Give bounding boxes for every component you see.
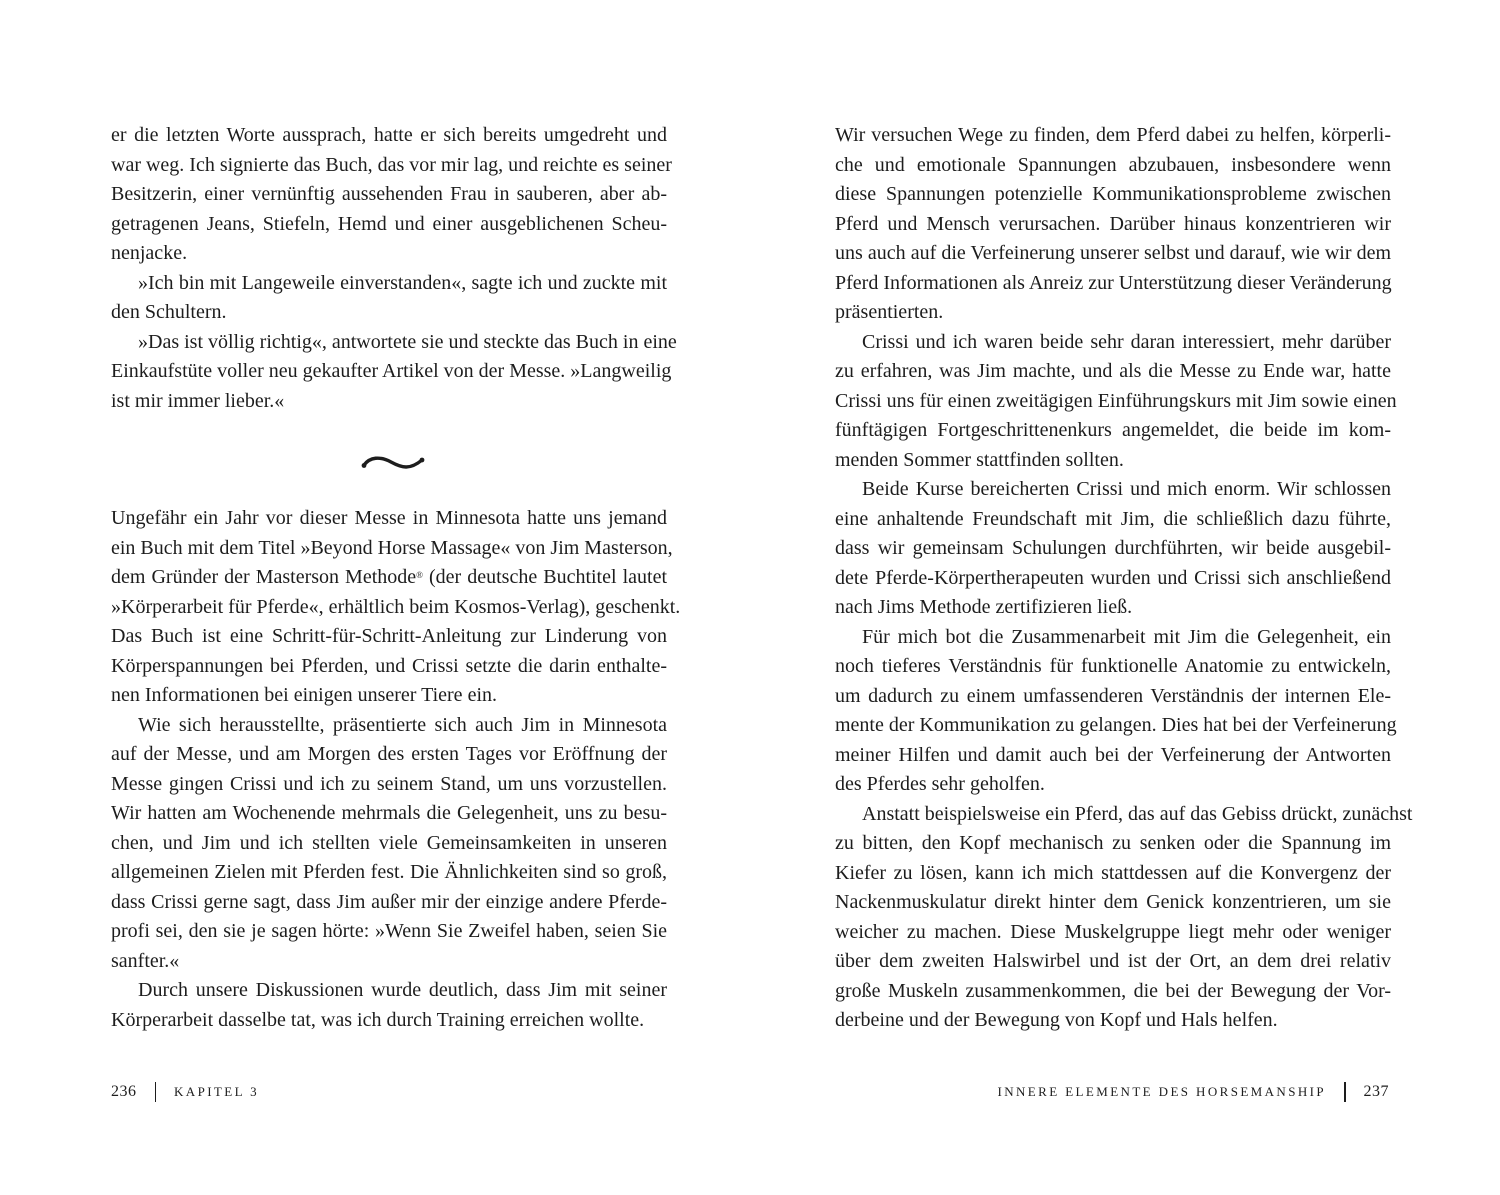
text-line: Durch unsere Diskussionen wurde deutlich, dass Jim mit seiner (138, 979, 667, 1001)
page-number: 237 (1363, 1083, 1389, 1100)
text-line: Anstatt beispielsweise ein Pferd, das auf das Gebiss drückt, zunächst (862, 802, 1413, 825)
text-line: Einkaufstüte voller neu gekaufter Artikel von der Messe. »Langweilig (111, 360, 672, 382)
text-line: »Ich bin mit Langeweile einverstanden«, sagte ich und zuckte mit (138, 271, 667, 294)
left-footer (111, 1080, 259, 1104)
paragraph (835, 121, 1391, 328)
text-line: dem Gründer der Masterson Methode® (der deutsche Buchtitel lautet (111, 566, 667, 588)
text-line: ein Buch mit dem Titel »Beyond Horse Massage« von Jim Masterson, (111, 536, 673, 559)
text-line: diese Spannungen potenzielle Kommunikationsprobleme zwischen (835, 183, 1391, 205)
text-line: menden Sommer stattfinden sollten. (835, 448, 1124, 471)
text-line: Nackenmuskulatur direkt hinter dem Genick konzentrieren, um sie (835, 891, 1391, 913)
text-line: war weg. Ich signierte das Buch, das vor mir lag, und reichte es seiner (111, 153, 672, 176)
text-line: dete Pferde-Körpertherapeuten wurden und Crissi sich anschließend (835, 566, 1391, 589)
paragraph (835, 623, 1397, 800)
text-line: Körperarbeit dasselbe tat, was ich durch Training erreichen wollte. (111, 1008, 645, 1031)
paragraph (111, 328, 677, 417)
text-line: Crissi und ich waren beide sehr daran interessiert, mehr darüber (862, 330, 1391, 353)
text-line: »Das ist völlig richtig«, antwortete sie und steckte das Buch in eine (138, 330, 677, 353)
paragraph (111, 976, 667, 1035)
footer-divider (1344, 1082, 1346, 1102)
right-page (750, 0, 1500, 1195)
text-line: Pferd und Mensch verursachen. Darüber hinaus konzentrieren wir (835, 212, 1391, 235)
text-line: nach Jims Methode zertifizieren ließ. (835, 596, 1133, 618)
text-line: er die letzten Worte aussprach, hatte er sich bereits umgedreht und (111, 124, 667, 146)
text-line: auf der Messe, und am Morgen des ersten Tages vor Eröffnung der (111, 743, 667, 765)
text-line: uns auch auf die Verfeinerung unserer selbst und darauf, wie wir dem (835, 242, 1391, 264)
text-line: chen, und Jim und ich stellten viele Gemeinsamkeiten in unseren (111, 831, 667, 854)
text-line: über dem zweiten Halswirbel und ist der Ort, an dem drei relativ (835, 950, 1391, 972)
text-line: präsentierten. (835, 301, 944, 323)
text-line: Messe gingen Crissi und ich zu seinem Stand, um uns vorzustellen. (111, 772, 667, 795)
text-line: Beide Kurse bereicherten Crissi und mich enorm. Wir schlossen (862, 478, 1391, 500)
text-line: zu bitten, den Kopf mechanisch zu senken oder die Spannung im (835, 832, 1391, 854)
text-line: profi sei, den sie je sagen hörte: »Wenn Sie Zweifel haben, seien Sie (111, 920, 667, 942)
text-line: Für mich bot die Zusammenarbeit mit Jim die Gelegenheit, ein (862, 625, 1391, 648)
text-line: getragenen Jeans, Stiefeln, Hemd und einer ausgeblichenen Scheu- (111, 212, 667, 235)
text-line: dass Crissi gerne sagt, dass Jim außer mir der einzige andere Pferde- (111, 890, 667, 913)
text-line: Wie sich herausstellte, präsentierte sich auch Jim in Minnesota (138, 713, 667, 736)
text-line: Kiefer zu lösen, kann ich mich stattdessen auf die Konvergenz der (835, 861, 1391, 884)
text-line: große Muskeln zusammenkommen, die bei der Bewegung der Vor- (835, 979, 1391, 1002)
text-line: Körperspannungen bei Pferden, und Crissi setzte die darin enthalte- (111, 654, 667, 677)
text-line: Das Buch ist eine Schritt-für-Schritt-Anleitung zur Linderung von (111, 625, 667, 647)
text-line: um dadurch zu einem umfassenderen Verständnis der internen Ele- (835, 684, 1391, 707)
text-line: allgemeinen Zielen mit Pferden fest. Die Ähnlichkeiten sind so groß, (111, 861, 667, 883)
text-line: Wir versuchen Wege zu finden, dem Pferd dabei zu helfen, körperli- (835, 124, 1391, 146)
text-line: zu erfahren, was Jim machte, und als die Messe zu Ende war, hatte (835, 360, 1391, 382)
text-line: nenjacke. (111, 242, 188, 264)
text-line: derbeine und der Bewegung von Kopf und Hals helfen. (835, 1009, 1278, 1031)
text-line: ist mir immer lieber.« (111, 389, 285, 412)
text-line: den Schultern. (111, 301, 227, 323)
text-line: Pferd Informationen als Anreiz zur Unterstützung dieser Veränderung (835, 271, 1392, 294)
text-line: »Körperarbeit für Pferde«, erhältlich beim Kosmos-Verlag), geschenkt. (111, 595, 681, 618)
text-line: che und emotionale Spannungen abzubauen, insbesondere wenn (835, 153, 1391, 176)
tilde-ornament-icon (358, 450, 428, 478)
text-line: Crissi uns für einen zweitägigen Einführungskurs mit Jim sowie einen (835, 389, 1397, 412)
text-line: nen Informationen bei einigen unserer Tiere ein. (111, 684, 497, 706)
left-bottom-text (111, 504, 681, 1035)
text-line: fünftägigen Fortgeschrittenenkurs angemeldet, die beide im kom- (835, 419, 1391, 441)
left-top-text (111, 121, 677, 416)
text-line: weicher zu machen. Diese Muskelgruppe liegt mehr oder weniger (835, 920, 1391, 943)
text-line: eine anhaltende Freundschaft mit Jim, die schließlich dazu führte, (835, 507, 1391, 530)
text-line: dass wir gemeinsam Schulungen durchführten, wir beide ausgebil- (835, 537, 1391, 559)
text-line: Ungefähr ein Jahr vor dieser Messe in Minnesota hatte uns jemand (111, 507, 667, 529)
running-head: INNERE ELEMENTE DES HORSEMANSHIP (997, 1084, 1326, 1099)
text-line: mente der Kommunikation zu gelangen. Dies hat bei der Verfeinerung (835, 714, 1397, 736)
text-line: noch tieferes Verständnis für funktionelle Anatomie zu entwickeln, (835, 655, 1391, 677)
text-line: des Pferdes sehr geholfen. (835, 773, 1045, 795)
paragraph (835, 800, 1413, 1036)
running-head: KAPITEL 3 (174, 1084, 260, 1099)
text-line: sanfter.« (111, 949, 180, 972)
paragraph (111, 711, 667, 977)
paragraph (111, 121, 672, 269)
text-line: Besitzerin, einer vernünftig aussehenden Frau in sauberen, aber ab- (111, 183, 667, 205)
right-main-text (835, 121, 1413, 1036)
paragraph (835, 328, 1397, 476)
text-line: meiner Hilfen und damit auch bei der Verfeinerung der Antworten (835, 743, 1391, 766)
paragraph (111, 504, 681, 711)
footer-divider (155, 1082, 157, 1102)
paragraph (111, 269, 667, 328)
text-line: Wir hatten am Wochenende mehrmals die Gelegenheit, uns zu besu- (111, 802, 667, 824)
paragraph (835, 475, 1391, 623)
right-footer (998, 1080, 1390, 1104)
page-number: 236 (111, 1083, 137, 1100)
